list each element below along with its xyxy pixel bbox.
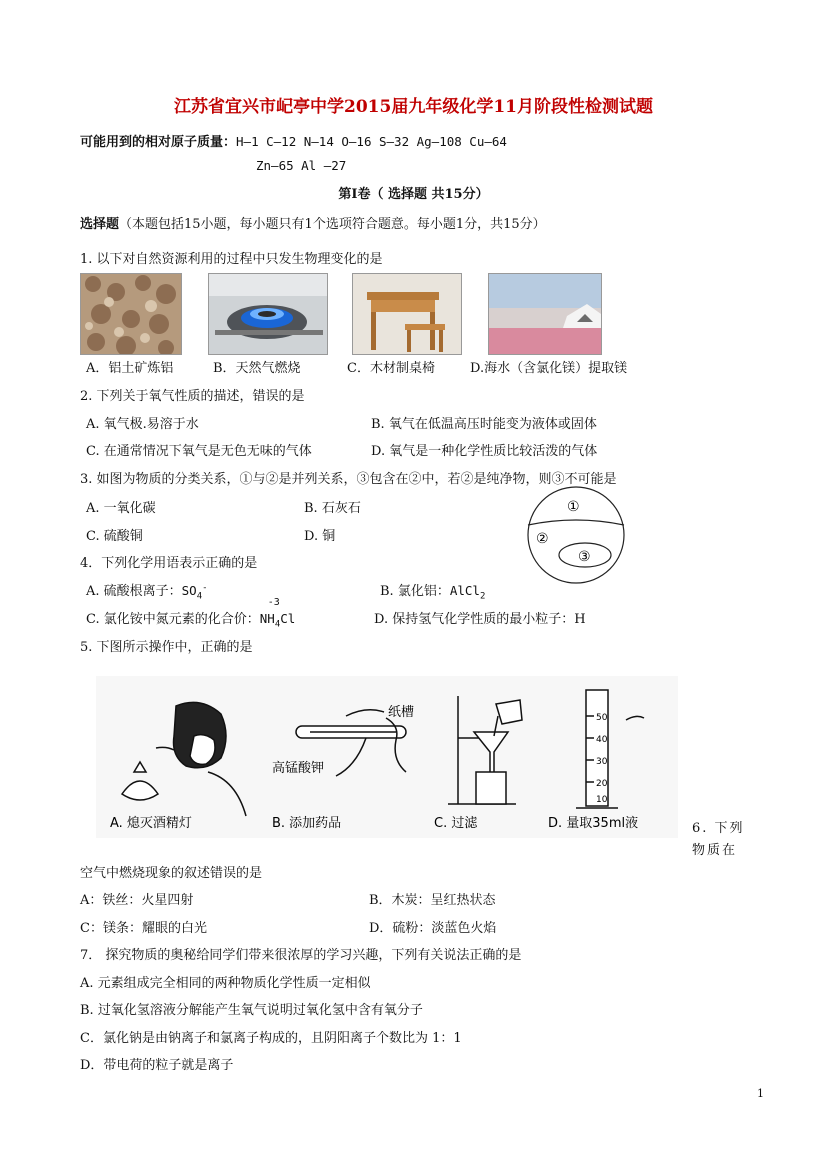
q3-option-d: D. 铜 xyxy=(304,529,336,544)
q1-option-b: B．天然气燃烧 xyxy=(213,361,301,376)
q6-stem: 空气中燃烧现象的叙述错误的是 xyxy=(80,866,263,881)
label-kmno4: 高锰酸钾 xyxy=(272,761,325,776)
choice-intro xyxy=(80,213,546,232)
q3-option-b: B. 石灰石 xyxy=(304,501,361,516)
sulfate-formula: $SO_4^-$ xyxy=(181,582,208,602)
q4-option-c xyxy=(86,597,296,630)
q1-option-d: D.海水（含氯化镁）提取镁 xyxy=(470,361,628,376)
desk-chair-photo xyxy=(352,273,462,355)
q1-option-c: C．木材制桌椅 xyxy=(347,361,435,376)
gas-flame-image xyxy=(209,274,327,354)
atomic-mass-line-1 xyxy=(80,131,507,150)
section-heading: 第Ⅰ卷（ 选择题 共15分） xyxy=(338,187,489,202)
q4-option-c-text: C. 氯化铵中氮元素的化合价： xyxy=(86,612,260,627)
q6-option-a: A：铁丝：火星四射 xyxy=(80,893,194,908)
atomic-mass-label: 可能用到的相对原子质量： xyxy=(80,135,237,150)
q1-option-a: A．铝土矿炼铝 xyxy=(86,361,174,376)
atomic-mass-values-1: H—1 C—12 N—14 O—16 S—32 Ag—108 Cu—64 xyxy=(236,134,507,149)
q4-option-d: D. 保持氢气化学性质的最小粒子：H xyxy=(374,612,586,627)
q2-option-d: D. 氧气是一种化学性质比较活泼的气体 xyxy=(371,444,598,459)
caption-c: C. 过滤 xyxy=(434,816,478,831)
q6-stem-right-1: 6. 下列 xyxy=(692,821,745,836)
bauxite-rocks-image xyxy=(81,274,181,354)
q2-option-a: A. 氧气极.易溶于水 xyxy=(86,417,199,432)
q6-option-d: D．硫粉：淡蓝色火焰 xyxy=(369,921,497,936)
q2-option-b: B. 氧气在低温高压时能变为液体或固体 xyxy=(371,417,597,432)
classification-diagram xyxy=(520,485,632,585)
q3-option-a: A. 一氧化碳 xyxy=(86,501,156,516)
q7-option-c: C．氯化钠是由钠离子和氯离子构成的，且阴阳离子个数比为 1：1 xyxy=(80,1031,462,1046)
scale-20: 20 xyxy=(596,779,608,789)
seawater-magnesium-image xyxy=(489,274,601,354)
q3-option-c: C. 硫酸铜 xyxy=(86,529,143,544)
q7-stem: 7． 探究物质的奥秘给同学们带来很浓厚的学习兴趣，下列有关说法正确的是 xyxy=(80,948,522,963)
q1-stem: 1. 以下对自然资源利用的过程中只发生物理变化的是 xyxy=(80,252,383,267)
scale-40: 40 xyxy=(596,735,608,745)
gas-stove-photo xyxy=(208,273,328,355)
circle-label-2: ② xyxy=(536,531,549,547)
q4-option-a xyxy=(86,580,208,602)
label-paper-trough: 纸槽 xyxy=(388,705,415,720)
page-number: 1 xyxy=(757,1087,764,1100)
q2-option-c: C. 在通常情况下氧气是无色无味的气体 xyxy=(86,444,312,459)
q6-stem-right-2: 物质在 xyxy=(692,843,738,858)
q7-option-a: A. 元素组成完全相同的两种物质化学性质一定相似 xyxy=(80,976,371,991)
q7-option-d: D．带电荷的粒子就是离子 xyxy=(80,1058,234,1073)
choice-intro-rest: （本题包括15小题，每小题只有1个选项符合题意。每小题1分，共15分） xyxy=(119,217,546,232)
choice-intro-bold: 选择题 xyxy=(80,217,120,232)
q4-option-b xyxy=(380,580,485,602)
scale-30: 30 xyxy=(596,757,608,767)
caption-b: B. 添加药品 xyxy=(272,816,342,831)
q4-option-a-text: A. 硫酸根离子： xyxy=(86,584,182,599)
q6-option-b: B．木炭：呈红热状态 xyxy=(369,893,496,908)
circle-label-3: ③ xyxy=(578,549,591,565)
scale-50: 50 xyxy=(596,713,608,723)
caption-a: A. 熄灭酒精灯 xyxy=(110,816,192,831)
circle-label-1: ① xyxy=(567,499,580,515)
q7-option-b: B. 过氧化氢溶液分解能产生氧气说明过氧化氢中含有氧分子 xyxy=(80,1003,423,1018)
page-title: 江苏省宜兴市屺亭中学2015届九年级化学11月阶段性检测试题 xyxy=(174,97,653,117)
wooden-desk-image xyxy=(353,274,461,354)
salt-field-photo xyxy=(488,273,602,355)
q5-stem: 5. 下图所示操作中，正确的是 xyxy=(80,640,253,655)
scale-10: 10 xyxy=(596,795,608,805)
q4-option-b-text: B. 氯化铝： xyxy=(380,584,450,599)
q3-stem: 3. 如图为物质的分类关系，①与②是并列关系，③包含在②中，若②是纯净物，则③不可能是 xyxy=(80,472,617,487)
lab-operations-figure xyxy=(96,676,678,838)
q6-option-c: C：镁条：耀眼的白光 xyxy=(80,921,207,936)
atomic-mass-values-2: Zn—65 Al —27 xyxy=(256,158,347,173)
caption-d: D. 量取35ml液 xyxy=(548,816,639,831)
q4-stem: 4．下列化学用语表示正确的是 xyxy=(80,556,258,571)
bauxite-photo xyxy=(80,273,182,355)
nh4cl-formula: -3 $NH_4Cl$ xyxy=(259,597,296,630)
q2-stem: 2. 下列关于氧气性质的描述，错误的是 xyxy=(80,389,305,404)
alcl-formula: AlCl$_2$ xyxy=(449,583,486,602)
